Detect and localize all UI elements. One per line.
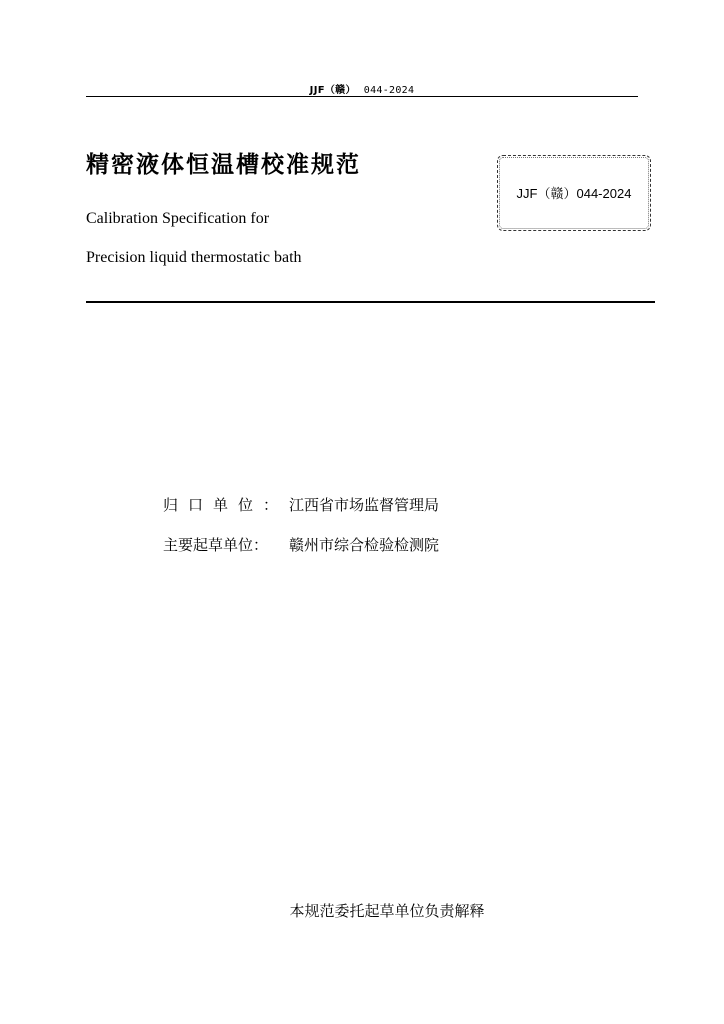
document-title-english-line1: Calibration Specification for	[86, 210, 270, 227]
responsible-unit-value: 江西省市场监督管理局	[289, 496, 440, 514]
title-divider	[86, 301, 655, 303]
interpretation-note: 本规范委托起草单位负责解释	[289, 902, 485, 920]
header-code-prefix: JJF（赣）	[309, 85, 356, 96]
document-title-english-line2: Precision liquid thermostatic bath	[86, 249, 302, 266]
specification-code-box	[497, 155, 651, 231]
responsible-unit-label: 归口单位：	[163, 496, 289, 514]
drafting-unit-value: 赣州市综合检验检测院	[289, 536, 440, 554]
running-header	[0, 81, 724, 96]
responsible-unit-row	[163, 494, 439, 515]
drafting-unit-label: 主要起草单位：	[163, 536, 269, 554]
header-code-number: 044-2024	[363, 85, 415, 96]
document-title-chinese: 精密液体恒温槽校准规范	[86, 152, 361, 178]
specification-code: JJF（赣）044-2024	[516, 186, 632, 201]
header-divider	[86, 96, 638, 97]
drafting-unit-row	[163, 534, 439, 555]
